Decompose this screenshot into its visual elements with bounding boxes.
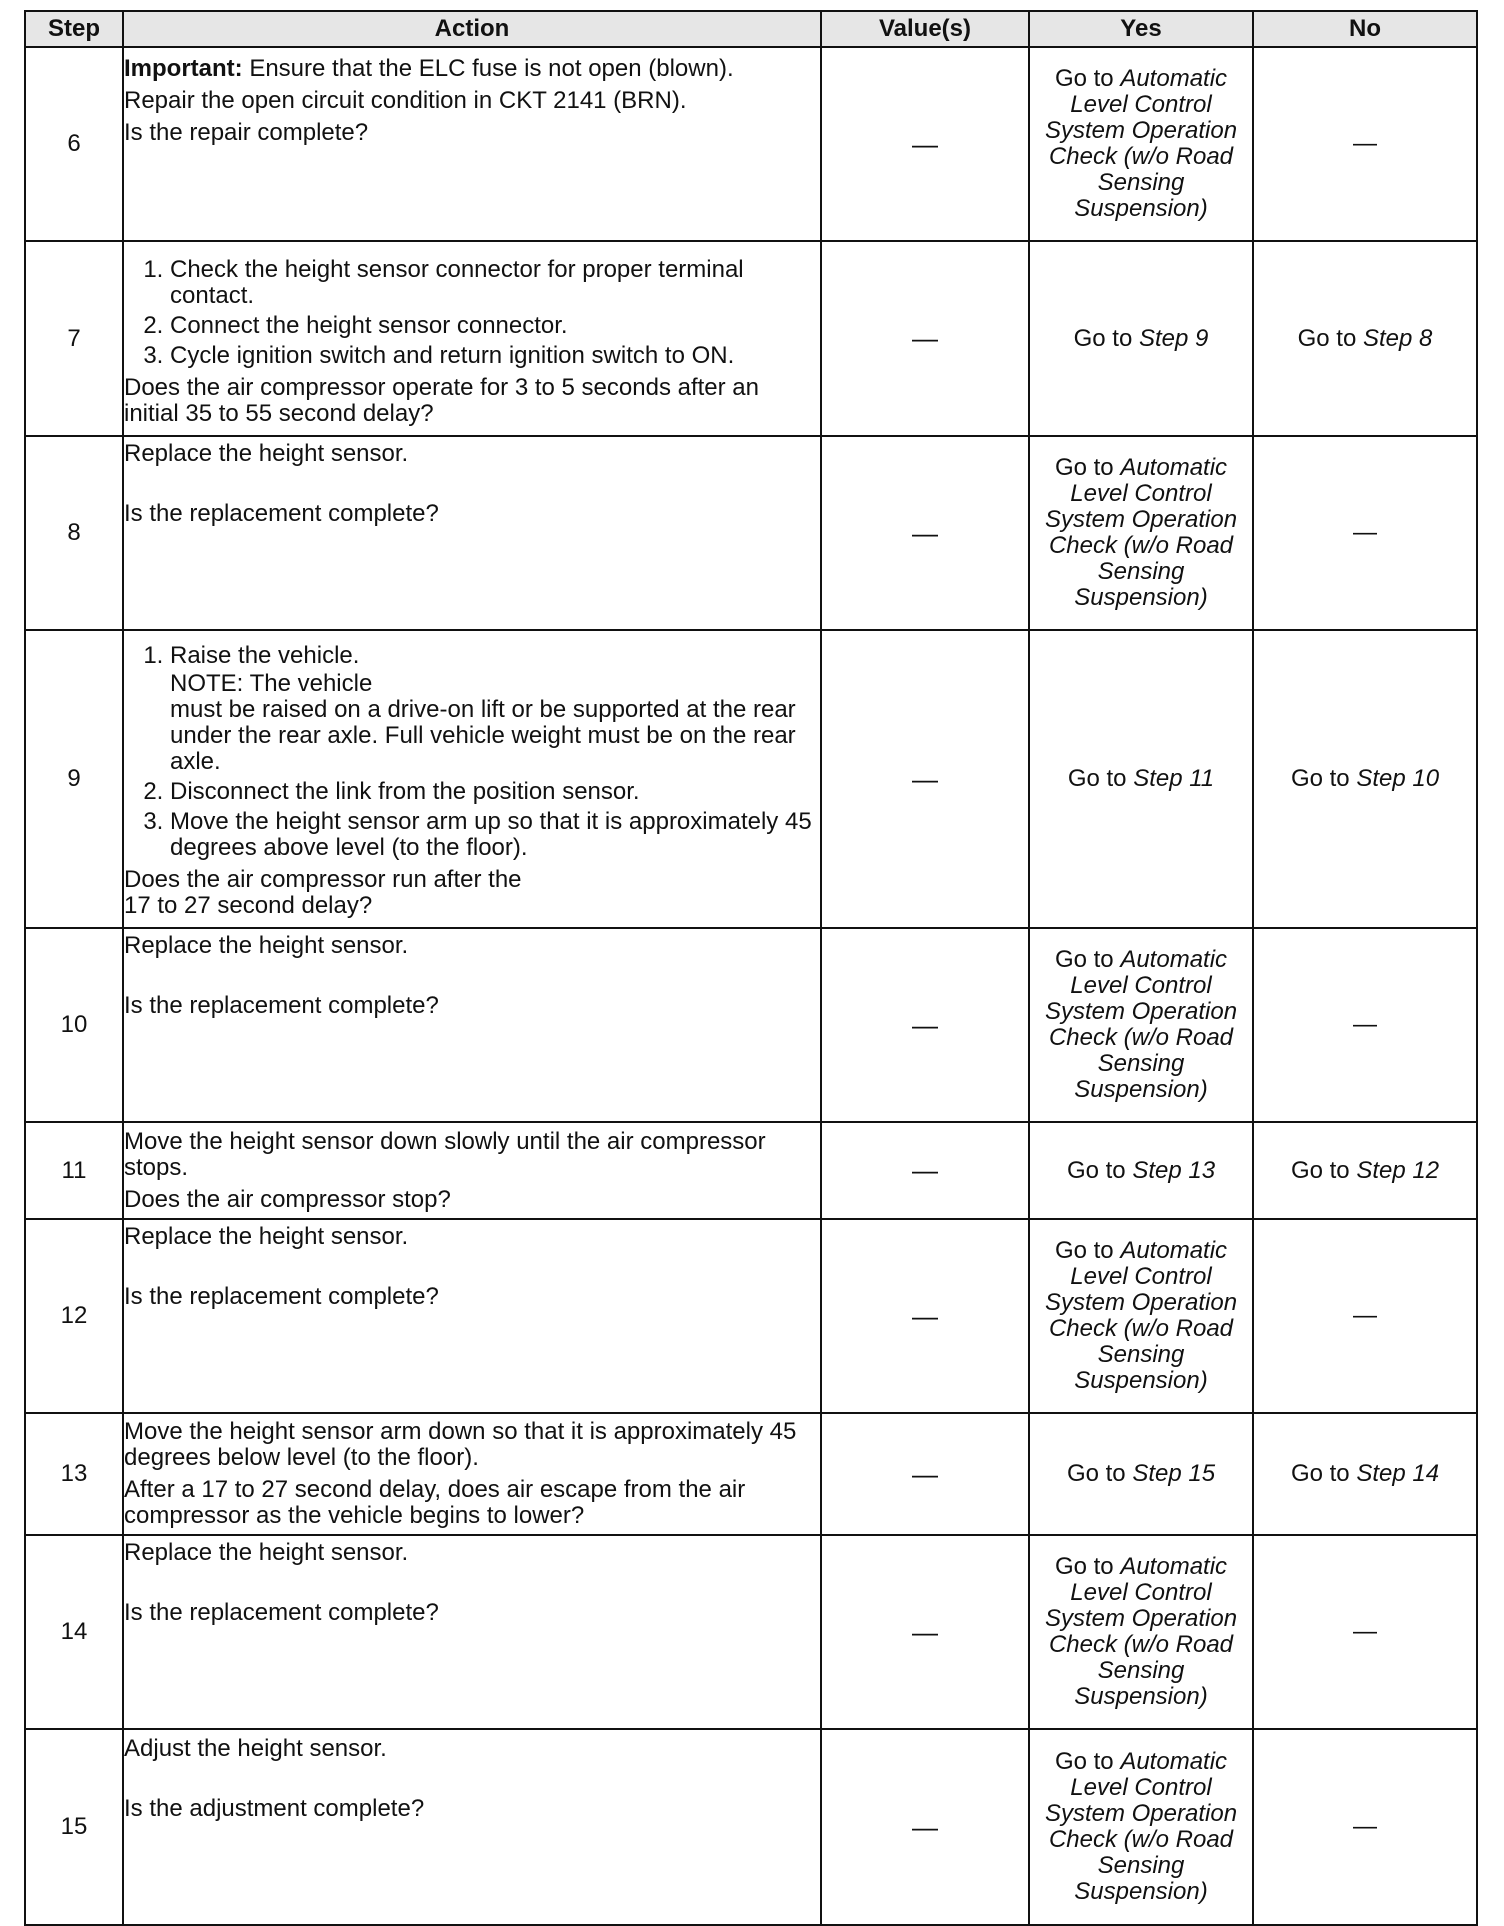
goto-link[interactable]: Step 14 xyxy=(1356,1460,1440,1487)
step-number: 10 xyxy=(25,928,123,1122)
header-row xyxy=(25,11,1477,47)
action-question: After a 17 to 27 second delay, does air escape from the air compressor as the vehicle begins to lower? xyxy=(124,1476,746,1529)
yes-cell[interactable] xyxy=(1029,241,1253,436)
goto-label: Go to xyxy=(1054,1748,1114,1775)
action-question: Does the air compressor run after the xyxy=(124,866,522,893)
action-question: Is the replacement complete? xyxy=(124,992,439,1019)
step-number: 8 xyxy=(25,436,123,630)
action-list-item: 3. Cycle ignition switch and return ignition switch to ON. xyxy=(170,343,820,369)
note-line: NOTE: The vehicle xyxy=(170,670,373,697)
action-question: Is the replacement complete? xyxy=(124,1599,439,1626)
yes-cell[interactable] xyxy=(1029,1413,1253,1535)
action-question: Does the air compressor stop? xyxy=(124,1185,451,1213)
yes-cell[interactable] xyxy=(1029,630,1253,928)
table-row xyxy=(25,1729,1477,1925)
action-question: 17 to 27 second delay? xyxy=(124,892,373,919)
step-number: 15 xyxy=(25,1729,123,1925)
table-row xyxy=(25,436,1477,630)
header-action: Action xyxy=(123,11,821,47)
action-list-item: 2. Connect the height sensor connector. xyxy=(170,313,820,339)
goto-label: Go to xyxy=(1297,324,1357,352)
no-cell: — xyxy=(1253,1729,1477,1925)
step-number: 14 xyxy=(25,1535,123,1729)
table-row xyxy=(25,1413,1477,1535)
goto-link[interactable]: Step 9 xyxy=(1138,324,1209,352)
action-cell xyxy=(123,928,821,1122)
goto-link[interactable]: Automatic Level Control System Operation Check (w/o Road Sensing Suspension) xyxy=(1044,946,1238,1103)
goto-label: Go to xyxy=(1066,1460,1126,1487)
action-text: Move the height sensor arm down so that it is approximately 45 degrees below level (to the floor). xyxy=(124,1418,797,1471)
action-question: Is the replacement complete? xyxy=(124,500,439,527)
value-cell: — xyxy=(821,1729,1029,1925)
goto-label: Go to xyxy=(1054,454,1114,481)
goto-link[interactable]: Automatic Level Control System Operation Check (w/o Road Sensing Suspension) xyxy=(1044,65,1238,222)
goto-label: Go to xyxy=(1290,765,1350,792)
table-row xyxy=(25,630,1477,928)
table-row xyxy=(25,1122,1477,1219)
action-text: Repair the open circuit condition in CKT 2141 (BRN). xyxy=(124,87,687,114)
action-cell xyxy=(123,1729,821,1925)
no-cell: — xyxy=(1253,47,1477,241)
action-cell xyxy=(123,630,821,928)
value-cell: — xyxy=(821,1413,1029,1535)
step-number: 9 xyxy=(25,630,123,928)
goto-label: Go to xyxy=(1054,1237,1114,1264)
note-text: must be raised on a drive-on lift or be supported at the rear under the rear axle. Full vehicle weight must be on the rear axle. xyxy=(170,696,796,775)
table-row xyxy=(25,1219,1477,1413)
action-cell xyxy=(123,1219,821,1413)
action-text: Move the height sensor down slowly until the air compressor stops. xyxy=(124,1127,766,1181)
step-number: 6 xyxy=(25,47,123,241)
yes-cell[interactable] xyxy=(1029,1219,1253,1413)
no-cell: — xyxy=(1253,436,1477,630)
important-text: Ensure that the ELC fuse is not open (blown). xyxy=(249,55,734,82)
action-cell xyxy=(123,436,821,630)
goto-link[interactable]: Step 12 xyxy=(1356,1156,1440,1184)
action-list-text: Raise the vehicle. xyxy=(170,642,360,669)
value-cell: — xyxy=(821,630,1029,928)
value-cell: — xyxy=(821,47,1029,241)
yes-cell[interactable] xyxy=(1029,1729,1253,1925)
goto-label: Go to xyxy=(1290,1156,1350,1184)
table-row xyxy=(25,928,1477,1122)
no-cell: — xyxy=(1253,928,1477,1122)
action-text: Replace the height sensor. xyxy=(124,932,409,959)
step-number: 12 xyxy=(25,1219,123,1413)
step-number: 13 xyxy=(25,1413,123,1535)
action-list-item: 1. Check the height sensor connector for proper terminal contact. xyxy=(170,257,820,309)
goto-label: Go to xyxy=(1054,946,1114,973)
no-cell[interactable] xyxy=(1253,1122,1477,1219)
goto-label: Go to xyxy=(1290,1460,1350,1487)
action-cell xyxy=(123,1535,821,1729)
action-cell xyxy=(123,241,821,436)
goto-label: Go to xyxy=(1054,65,1114,92)
action-cell xyxy=(123,1413,821,1535)
action-text: Replace the height sensor. xyxy=(124,1223,409,1250)
yes-cell[interactable] xyxy=(1029,1535,1253,1729)
yes-cell[interactable] xyxy=(1029,928,1253,1122)
no-cell: — xyxy=(1253,1535,1477,1729)
value-cell: — xyxy=(821,241,1029,436)
step-number: 11 xyxy=(25,1122,123,1219)
no-cell[interactable] xyxy=(1253,241,1477,436)
header-yes: Yes xyxy=(1029,11,1253,47)
step-number: 7 xyxy=(25,241,123,436)
header-no: No xyxy=(1253,11,1477,47)
goto-link[interactable]: Step 11 xyxy=(1133,765,1215,792)
header-values: Value(s) xyxy=(821,11,1029,47)
yes-cell[interactable] xyxy=(1029,47,1253,241)
goto-link[interactable]: Automatic Level Control System Operation Check (w/o Road Sensing Suspension) xyxy=(1044,454,1238,611)
action-question: Is the repair complete? xyxy=(124,119,369,146)
no-cell: — xyxy=(1253,1219,1477,1413)
action-question: Does the air compressor operate for 3 to 5 seconds after an initial 35 to 55 second delay? xyxy=(124,373,760,427)
action-cell xyxy=(123,47,821,241)
yes-cell[interactable] xyxy=(1029,1122,1253,1219)
value-cell: — xyxy=(821,436,1029,630)
goto-label: Go to xyxy=(1073,324,1133,352)
goto-link[interactable]: Step 13 xyxy=(1132,1156,1216,1184)
action-question: Is the replacement complete? xyxy=(124,1283,439,1310)
action-text: Replace the height sensor. xyxy=(124,440,409,467)
value-cell: — xyxy=(821,1535,1029,1729)
action-cell xyxy=(123,1122,821,1219)
important-label: Important: xyxy=(124,55,243,82)
table-row xyxy=(25,1535,1477,1729)
diagnostic-table xyxy=(24,10,1478,1926)
goto-link[interactable]: Automatic Level Control System Operation Check (w/o Road Sensing Suspension) xyxy=(1044,1237,1238,1394)
goto-link[interactable]: Step 15 xyxy=(1132,1460,1216,1487)
goto-label: Go to xyxy=(1067,765,1127,792)
goto-link[interactable]: Step 8 xyxy=(1362,324,1433,352)
header-step: Step xyxy=(25,11,123,47)
table-row xyxy=(25,47,1477,241)
goto-label: Go to xyxy=(1066,1156,1126,1184)
goto-link[interactable]: Step 10 xyxy=(1356,765,1440,792)
no-cell[interactable] xyxy=(1253,630,1477,928)
action-question: Is the adjustment complete? xyxy=(124,1795,425,1822)
value-cell: — xyxy=(821,928,1029,1122)
yes-cell[interactable] xyxy=(1029,436,1253,630)
value-cell: — xyxy=(821,1122,1029,1219)
action-text: Replace the height sensor. xyxy=(124,1539,409,1566)
action-list-item xyxy=(170,643,820,775)
value-cell: — xyxy=(821,1219,1029,1413)
goto-link[interactable]: Automatic Level Control System Operation Check (w/o Road Sensing Suspension) xyxy=(1044,1748,1238,1905)
action-list-item: 2. Disconnect the link from the position sensor. xyxy=(170,779,820,805)
action-text: Adjust the height sensor. xyxy=(124,1735,387,1762)
no-cell[interactable] xyxy=(1253,1413,1477,1535)
action-list-item: 3. Move the height sensor arm up so that it is approximately 45 degrees above level (to the floor). xyxy=(170,809,820,861)
table-row xyxy=(25,241,1477,436)
goto-link[interactable]: Automatic Level Control System Operation Check (w/o Road Sensing Suspension) xyxy=(1044,1553,1238,1710)
goto-label: Go to xyxy=(1054,1553,1114,1580)
